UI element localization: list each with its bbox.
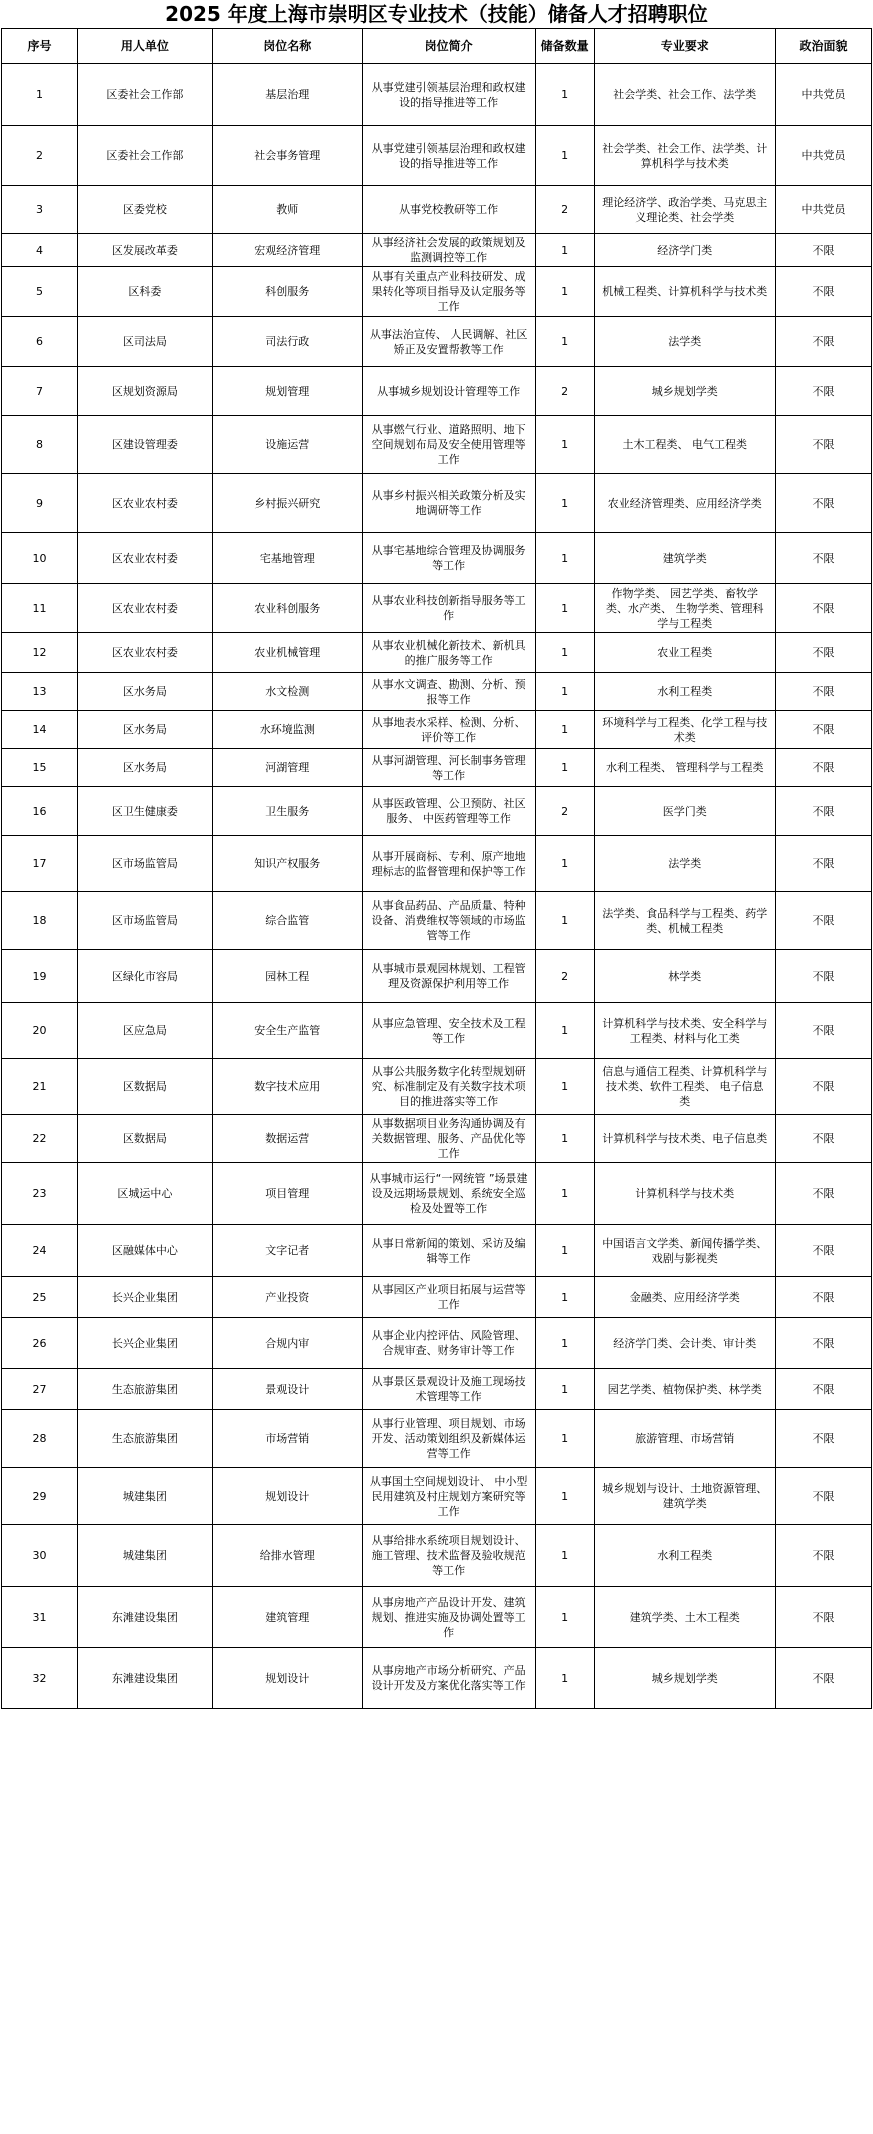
cell-political-status: 不限 (775, 711, 871, 749)
cell-reserve-quantity: 1 (535, 1648, 594, 1709)
cell-political-status: 不限 (775, 1225, 871, 1277)
table-row (2, 836, 872, 892)
cell-political-status: 不限 (775, 474, 871, 533)
cell-index: 4 (2, 234, 78, 267)
cell-employer: 区农业农村委 (77, 633, 212, 673)
cell-employer: 生态旅游集团 (77, 1410, 212, 1468)
cell-position-name: 数字技术应用 (212, 1059, 362, 1115)
cell-reserve-quantity: 1 (535, 1225, 594, 1277)
cell-index: 13 (2, 673, 78, 711)
cell-employer: 区农业农村委 (77, 474, 212, 533)
header-political-status: 政治面貌 (775, 29, 871, 64)
cell-reserve-quantity: 1 (535, 64, 594, 126)
cell-employer: 区规划资源局 (77, 367, 212, 416)
cell-major-requirement: 城乡规划与设计、土地资源管理、建筑学类 (594, 1468, 775, 1525)
cell-position-summary: 从事城乡规划设计管理等工作 (362, 367, 535, 416)
cell-position-name: 规划设计 (212, 1648, 362, 1709)
table-row (2, 474, 872, 533)
cell-political-status: 不限 (775, 1369, 871, 1410)
cell-employer: 区水务局 (77, 711, 212, 749)
cell-political-status: 不限 (775, 1587, 871, 1648)
cell-reserve-quantity: 1 (535, 267, 594, 317)
cell-major-requirement: 机械工程类、计算机科学与技术类 (594, 267, 775, 317)
cell-political-status: 不限 (775, 1277, 871, 1318)
cell-major-requirement: 土木工程类、 电气工程类 (594, 416, 775, 474)
cell-employer: 区绿化市容局 (77, 950, 212, 1003)
cell-position-name: 给排水管理 (212, 1525, 362, 1587)
cell-employer: 区市场监管局 (77, 892, 212, 950)
cell-employer: 区数据局 (77, 1115, 212, 1163)
cell-index: 22 (2, 1115, 78, 1163)
cell-major-requirement: 法学类、食品科学与工程类、药学类、机械工程类 (594, 892, 775, 950)
cell-index: 14 (2, 711, 78, 749)
cell-position-summary: 从事应急管理、安全技术及工程等工作 (362, 1003, 535, 1059)
cell-political-status: 不限 (775, 1648, 871, 1709)
table-row (2, 1003, 872, 1059)
cell-major-requirement: 城乡规划学类 (594, 367, 775, 416)
cell-position-summary: 从事乡村振兴相关政策分析及实地调研等工作 (362, 474, 535, 533)
table-row (2, 673, 872, 711)
cell-position-summary: 从事给排水系统项目规划设计、施工管理、技术监督及验收规范等工作 (362, 1525, 535, 1587)
cell-index: 29 (2, 1468, 78, 1525)
cell-position-summary: 从事企业内控评估、风险管理、合规审查、财务审计等工作 (362, 1318, 535, 1369)
cell-major-requirement: 计算机科学与技术类、电子信息类 (594, 1115, 775, 1163)
cell-political-status: 不限 (775, 1318, 871, 1369)
table-row (2, 416, 872, 474)
cell-position-name: 乡村振兴研究 (212, 474, 362, 533)
cell-major-requirement: 社会学类、社会工作、法学类 (594, 64, 775, 126)
cell-reserve-quantity: 1 (535, 749, 594, 787)
cell-position-name: 知识产权服务 (212, 836, 362, 892)
cell-major-requirement: 经济学门类、会计类、审计类 (594, 1318, 775, 1369)
table-row (2, 1225, 872, 1277)
cell-employer: 区应急局 (77, 1003, 212, 1059)
cell-political-status: 不限 (775, 1525, 871, 1587)
cell-position-name: 司法行政 (212, 317, 362, 367)
cell-position-name: 规划管理 (212, 367, 362, 416)
table-row (2, 64, 872, 126)
cell-political-status: 不限 (775, 416, 871, 474)
cell-major-requirement: 法学类 (594, 317, 775, 367)
table-row (2, 267, 872, 317)
table-row (2, 1525, 872, 1587)
table-row (2, 186, 872, 234)
table-row (2, 317, 872, 367)
cell-position-name: 河湖管理 (212, 749, 362, 787)
table-row (2, 126, 872, 186)
cell-political-status: 不限 (775, 892, 871, 950)
cell-reserve-quantity: 1 (535, 474, 594, 533)
cell-employer: 区农业农村委 (77, 533, 212, 584)
cell-reserve-quantity: 1 (535, 234, 594, 267)
cell-index: 5 (2, 267, 78, 317)
cell-position-name: 社会事务管理 (212, 126, 362, 186)
cell-major-requirement: 经济学门类 (594, 234, 775, 267)
cell-reserve-quantity: 1 (535, 673, 594, 711)
cell-political-status: 不限 (775, 1410, 871, 1468)
cell-political-status: 不限 (775, 787, 871, 836)
cell-position-summary: 从事景区景观设计及施工现场技术管理等工作 (362, 1369, 535, 1410)
cell-major-requirement: 作物学类、 园艺学类、畜牧学类、水产类、 生物学类、管理科学与工程类 (594, 584, 775, 633)
cell-position-name: 卫生服务 (212, 787, 362, 836)
cell-index: 16 (2, 787, 78, 836)
cell-reserve-quantity: 1 (535, 633, 594, 673)
cell-political-status: 不限 (775, 1468, 871, 1525)
cell-position-name: 建筑管理 (212, 1587, 362, 1648)
cell-index: 25 (2, 1277, 78, 1318)
cell-employer: 城建集团 (77, 1468, 212, 1525)
cell-employer: 区城运中心 (77, 1163, 212, 1225)
table-row (2, 633, 872, 673)
cell-major-requirement: 法学类 (594, 836, 775, 892)
cell-major-requirement: 林学类 (594, 950, 775, 1003)
table-row (2, 1369, 872, 1410)
cell-position-name: 项目管理 (212, 1163, 362, 1225)
cell-reserve-quantity: 1 (535, 711, 594, 749)
cell-major-requirement: 计算机科学与技术类、安全科学与工程类、材料与化工类 (594, 1003, 775, 1059)
table-row (2, 367, 872, 416)
cell-index: 3 (2, 186, 78, 234)
cell-position-summary: 从事城市景观园林规划、工程管理及资源保护利用等工作 (362, 950, 535, 1003)
cell-employer: 东滩建设集团 (77, 1587, 212, 1648)
positions-table (1, 28, 872, 1709)
table-row (2, 1163, 872, 1225)
cell-position-name: 农业科创服务 (212, 584, 362, 633)
cell-major-requirement: 建筑学类 (594, 533, 775, 584)
cell-index: 6 (2, 317, 78, 367)
cell-position-summary: 从事房地产产品设计开发、建筑规划、推进实施及协调处置等工作 (362, 1587, 535, 1648)
cell-position-summary: 从事城市运行“一网统管 ”场景建设及远期场景规划、系统安全巡检及处置等工作 (362, 1163, 535, 1225)
table-row (2, 533, 872, 584)
cell-political-status: 不限 (775, 234, 871, 267)
cell-reserve-quantity: 1 (535, 1468, 594, 1525)
cell-political-status: 中共党员 (775, 186, 871, 234)
cell-political-status: 不限 (775, 1003, 871, 1059)
cell-index: 11 (2, 584, 78, 633)
table-row (2, 234, 872, 267)
cell-position-name: 数据运营 (212, 1115, 362, 1163)
cell-major-requirement: 水利工程类 (594, 673, 775, 711)
cell-political-status: 不限 (775, 533, 871, 584)
header-row (2, 29, 872, 64)
cell-political-status: 不限 (775, 836, 871, 892)
cell-position-summary: 从事国土空间规划设计、 中小型民用建筑及村庄规划方案研究等工作 (362, 1468, 535, 1525)
table-row (2, 584, 872, 633)
cell-position-summary: 从事宅基地综合管理及协调服务等工作 (362, 533, 535, 584)
cell-position-summary: 从事经济社会发展的政策规划及监测调控等工作 (362, 234, 535, 267)
cell-employer: 区发展改革委 (77, 234, 212, 267)
cell-reserve-quantity: 1 (535, 1277, 594, 1318)
header-position-summary: 岗位简介 (362, 29, 535, 64)
cell-reserve-quantity: 1 (535, 317, 594, 367)
cell-political-status: 不限 (775, 584, 871, 633)
cell-major-requirement: 园艺学类、植物保护类、林学类 (594, 1369, 775, 1410)
cell-reserve-quantity: 1 (535, 126, 594, 186)
cell-reserve-quantity: 1 (535, 1163, 594, 1225)
cell-position-summary: 从事有关重点产业科技研发、成果转化等项目指导及认定服务等工作 (362, 267, 535, 317)
cell-reserve-quantity: 1 (535, 416, 594, 474)
header-major-requirement: 专业要求 (594, 29, 775, 64)
table-row (2, 711, 872, 749)
table-row (2, 1468, 872, 1525)
cell-reserve-quantity: 1 (535, 1115, 594, 1163)
cell-position-summary: 从事农业机械化新技术、新机具的推广服务等工作 (362, 633, 535, 673)
cell-position-summary: 从事燃气行业、道路照明、地下空间规划布局及安全使用管理等工作 (362, 416, 535, 474)
cell-index: 8 (2, 416, 78, 474)
cell-reserve-quantity: 2 (535, 787, 594, 836)
cell-reserve-quantity: 2 (535, 367, 594, 416)
cell-index: 30 (2, 1525, 78, 1587)
cell-political-status: 不限 (775, 1115, 871, 1163)
cell-major-requirement: 社会学类、社会工作、法学类、计算机科学与技术类 (594, 126, 775, 186)
cell-index: 32 (2, 1648, 78, 1709)
cell-position-name: 基层治理 (212, 64, 362, 126)
table-row (2, 1587, 872, 1648)
cell-position-summary: 从事日常新闻的策划、采访及编辑等工作 (362, 1225, 535, 1277)
table-row (2, 749, 872, 787)
table-row (2, 1115, 872, 1163)
cell-index: 20 (2, 1003, 78, 1059)
cell-political-status: 不限 (775, 633, 871, 673)
header-position-name: 岗位名称 (212, 29, 362, 64)
cell-major-requirement: 理论经济学、政治学类、马克思主义理论类、社会学类 (594, 186, 775, 234)
table-row (2, 1059, 872, 1115)
cell-employer: 区水务局 (77, 749, 212, 787)
cell-employer: 区科委 (77, 267, 212, 317)
cell-political-status: 不限 (775, 1163, 871, 1225)
table-row (2, 950, 872, 1003)
cell-political-status: 中共党员 (775, 126, 871, 186)
cell-position-summary: 从事行业管理、项目规划、市场开发、活动策划组织及新媒体运营等工作 (362, 1410, 535, 1468)
cell-employer: 东滩建设集团 (77, 1648, 212, 1709)
header-employer: 用人单位 (77, 29, 212, 64)
table-row (2, 892, 872, 950)
cell-position-name: 规划设计 (212, 1468, 362, 1525)
cell-major-requirement: 中国语言文学类、新闻传播学类、戏剧与影视类 (594, 1225, 775, 1277)
cell-major-requirement: 城乡规划学类 (594, 1648, 775, 1709)
cell-political-status: 不限 (775, 950, 871, 1003)
cell-index: 15 (2, 749, 78, 787)
table-row (2, 787, 872, 836)
cell-reserve-quantity: 1 (535, 1318, 594, 1369)
cell-position-name: 文字记者 (212, 1225, 362, 1277)
cell-reserve-quantity: 1 (535, 836, 594, 892)
cell-employer: 区卫生健康委 (77, 787, 212, 836)
cell-employer: 区委社会工作部 (77, 64, 212, 126)
cell-position-summary: 从事园区产业项目拓展与运营等工作 (362, 1277, 535, 1318)
cell-index: 28 (2, 1410, 78, 1468)
cell-index: 12 (2, 633, 78, 673)
cell-position-summary: 从事党校教研等工作 (362, 186, 535, 234)
cell-major-requirement: 旅游管理、市场营销 (594, 1410, 775, 1468)
cell-employer: 区司法局 (77, 317, 212, 367)
cell-major-requirement: 环境科学与工程类、化学工程与技术类 (594, 711, 775, 749)
header-reserve-quantity: 储备数量 (535, 29, 594, 64)
cell-position-summary: 从事河湖管理、河长制事务管理等工作 (362, 749, 535, 787)
cell-position-summary: 从事公共服务数字化转型规划研究、标准制定及有关数字技术项目的推进落实等工作 (362, 1059, 535, 1115)
cell-employer: 区农业农村委 (77, 584, 212, 633)
cell-major-requirement: 水利工程类 (594, 1525, 775, 1587)
cell-reserve-quantity: 1 (535, 1410, 594, 1468)
cell-position-summary: 从事法治宣传、 人民调解、社区矫正及安置帮教等工作 (362, 317, 535, 367)
table-header (2, 29, 872, 64)
cell-employer: 区委社会工作部 (77, 126, 212, 186)
cell-position-summary: 从事医政管理、公卫预防、社区服务、 中医药管理等工作 (362, 787, 535, 836)
cell-employer: 城建集团 (77, 1525, 212, 1587)
table-body (2, 64, 872, 1709)
cell-political-status: 不限 (775, 673, 871, 711)
cell-major-requirement: 水利工程类、 管理科学与工程类 (594, 749, 775, 787)
cell-major-requirement: 信息与通信工程类、计算机科学与技术类、软件工程类、 电子信息类 (594, 1059, 775, 1115)
cell-position-name: 宏观经济管理 (212, 234, 362, 267)
cell-position-name: 园林工程 (212, 950, 362, 1003)
cell-index: 23 (2, 1163, 78, 1225)
cell-reserve-quantity: 1 (535, 1003, 594, 1059)
cell-position-name: 教师 (212, 186, 362, 234)
cell-index: 21 (2, 1059, 78, 1115)
cell-index: 31 (2, 1587, 78, 1648)
cell-index: 10 (2, 533, 78, 584)
table-row (2, 1410, 872, 1468)
cell-position-name: 科创服务 (212, 267, 362, 317)
cell-index: 18 (2, 892, 78, 950)
document-title: 2025 年度上海市崇明区专业技术（技能）储备人才招聘职位 (165, 2, 708, 26)
cell-position-summary: 从事开展商标、专利、原产地地理标志的监督管理和保护等工作 (362, 836, 535, 892)
cell-position-name: 综合监管 (212, 892, 362, 950)
cell-reserve-quantity: 1 (535, 584, 594, 633)
cell-position-summary: 从事地表水采样、检测、分析、评价等工作 (362, 711, 535, 749)
table-row (2, 1277, 872, 1318)
cell-position-summary: 从事党建引领基层治理和政权建设的指导推进等工作 (362, 64, 535, 126)
cell-index: 7 (2, 367, 78, 416)
cell-political-status: 不限 (775, 367, 871, 416)
cell-major-requirement: 医学门类 (594, 787, 775, 836)
cell-position-name: 水文检测 (212, 673, 362, 711)
cell-position-name: 农业机械管理 (212, 633, 362, 673)
cell-index: 19 (2, 950, 78, 1003)
cell-political-status: 不限 (775, 267, 871, 317)
cell-reserve-quantity: 2 (535, 186, 594, 234)
cell-position-name: 市场营销 (212, 1410, 362, 1468)
cell-major-requirement: 金融类、应用经济学类 (594, 1277, 775, 1318)
cell-political-status: 不限 (775, 749, 871, 787)
cell-position-summary: 从事党建引领基层治理和政权建设的指导推进等工作 (362, 126, 535, 186)
header-index: 序号 (2, 29, 78, 64)
cell-index: 9 (2, 474, 78, 533)
cell-reserve-quantity: 2 (535, 950, 594, 1003)
cell-reserve-quantity: 1 (535, 892, 594, 950)
cell-position-summary: 从事食品药品、产品质量、特种设备、消费维权等领域的市场监管等工作 (362, 892, 535, 950)
cell-major-requirement: 建筑学类、土木工程类 (594, 1587, 775, 1648)
cell-employer: 长兴企业集团 (77, 1318, 212, 1369)
cell-position-summary: 从事农业科技创新指导服务等工作 (362, 584, 535, 633)
cell-index: 2 (2, 126, 78, 186)
cell-employer: 区数据局 (77, 1059, 212, 1115)
cell-reserve-quantity: 1 (535, 1525, 594, 1587)
cell-employer: 区水务局 (77, 673, 212, 711)
cell-position-name: 产业投资 (212, 1277, 362, 1318)
cell-position-name: 景观设计 (212, 1369, 362, 1410)
cell-position-name: 安全生产监管 (212, 1003, 362, 1059)
cell-major-requirement: 农业经济管理类、应用经济学类 (594, 474, 775, 533)
cell-position-name: 合规内审 (212, 1318, 362, 1369)
cell-employer: 生态旅游集团 (77, 1369, 212, 1410)
table-row (2, 1648, 872, 1709)
cell-political-status: 不限 (775, 317, 871, 367)
cell-employer: 长兴企业集团 (77, 1277, 212, 1318)
cell-position-name: 水环境监测 (212, 711, 362, 749)
cell-employer: 区融媒体中心 (77, 1225, 212, 1277)
cell-index: 17 (2, 836, 78, 892)
cell-index: 26 (2, 1318, 78, 1369)
cell-employer: 区委党校 (77, 186, 212, 234)
cell-position-summary: 从事数据项目业务沟通协调及有关数据管理、服务、产品优化等工作 (362, 1115, 535, 1163)
cell-political-status: 不限 (775, 1059, 871, 1115)
cell-position-name: 宅基地管理 (212, 533, 362, 584)
cell-political-status: 中共党员 (775, 64, 871, 126)
cell-reserve-quantity: 1 (535, 1587, 594, 1648)
table-row (2, 1318, 872, 1369)
cell-position-summary: 从事房地产市场分析研究、产品设计开发及方案优化落实等工作 (362, 1648, 535, 1709)
cell-index: 24 (2, 1225, 78, 1277)
cell-position-summary: 从事水文调查、勘测、分析、预报等工作 (362, 673, 535, 711)
cell-major-requirement: 农业工程类 (594, 633, 775, 673)
cell-employer: 区市场监管局 (77, 836, 212, 892)
cell-reserve-quantity: 1 (535, 1369, 594, 1410)
cell-reserve-quantity: 1 (535, 533, 594, 584)
cell-index: 1 (2, 64, 78, 126)
cell-position-name: 设施运营 (212, 416, 362, 474)
cell-employer: 区建设管理委 (77, 416, 212, 474)
cell-reserve-quantity: 1 (535, 1059, 594, 1115)
cell-major-requirement: 计算机科学与技术类 (594, 1163, 775, 1225)
cell-index: 27 (2, 1369, 78, 1410)
